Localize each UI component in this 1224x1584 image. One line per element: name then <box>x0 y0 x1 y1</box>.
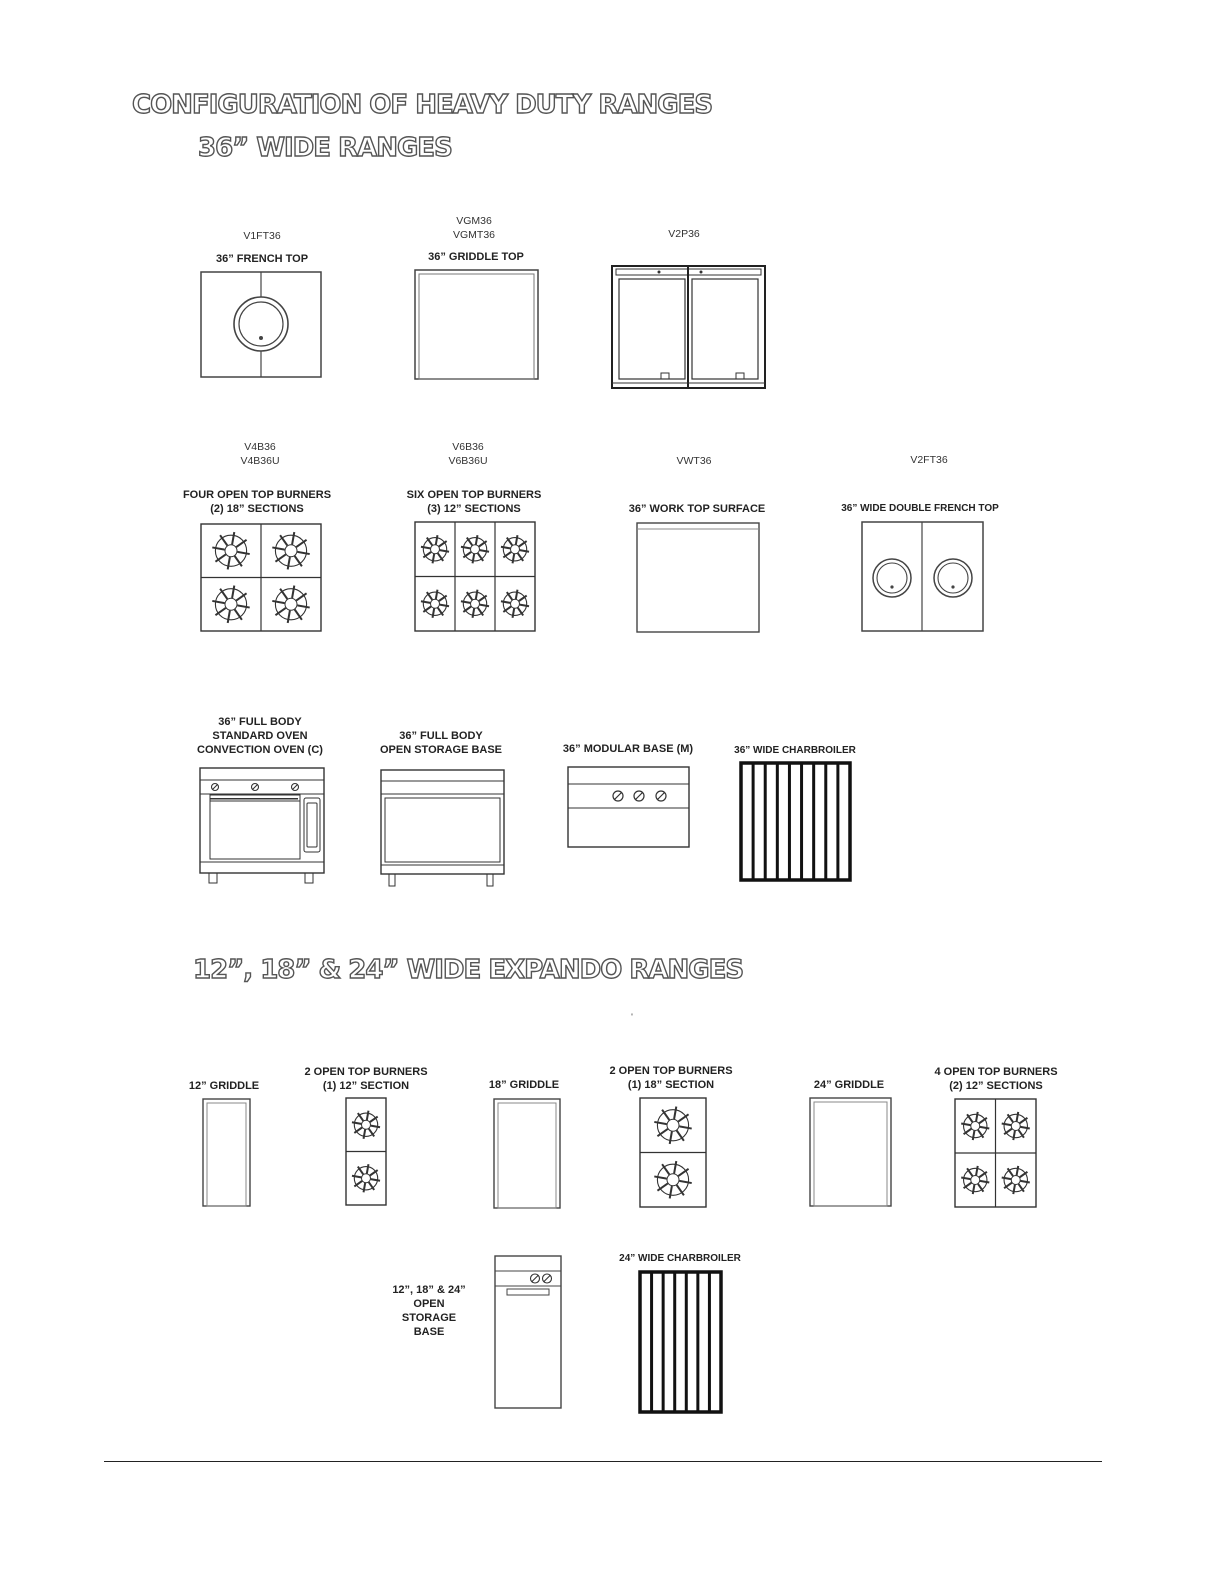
model-v6b36: V6B36 <box>452 441 484 453</box>
label-36-charbroiler: 36” WIDE CHARBROILER <box>734 745 856 756</box>
label-griddle-top: 36” GRIDDLE TOP <box>428 251 524 263</box>
griddle-18-drawing <box>493 1098 561 1209</box>
label-expando-storage-1: 12”, 18” & 24” <box>392 1284 466 1296</box>
label-12-griddle: 12” GRIDDLE <box>188 1080 260 1092</box>
label-four-burners: FOUR OPEN TOP BURNERS <box>182 489 332 501</box>
label-2-burners-12-a: 2 OPEN TOP BURNERS <box>304 1066 428 1078</box>
label-oven-3: CONVECTION OVEN (C) <box>197 744 323 756</box>
section-title-36-wide: 36” WIDE RANGES <box>198 133 452 163</box>
label-oven-2: STANDARD OVEN <box>212 730 308 742</box>
griddle-top-drawing <box>414 269 539 380</box>
label-expando-storage-2: OPEN <box>413 1298 445 1310</box>
model-v2ft36: V2FT36 <box>910 454 948 466</box>
label-18-griddle: 18” GRIDDLE <box>488 1079 560 1091</box>
six-burners-drawing <box>414 521 536 632</box>
oven-base-drawing <box>199 767 325 890</box>
model-v1ft36: V1FT36 <box>243 230 281 242</box>
label-4-burners-12-b: (2) 12” SECTIONS <box>949 1080 1043 1092</box>
burners-4-12-drawing <box>954 1098 1037 1208</box>
burners-2-18-drawing <box>639 1097 707 1208</box>
model-v4b36u: V4B36U <box>240 455 280 467</box>
label-double-french-top: 36” WIDE DOUBLE FRENCH TOP <box>841 503 999 514</box>
label-expando-storage-3: STORAGE <box>401 1312 457 1324</box>
label-six-burners: SIX OPEN TOP BURNERS <box>406 489 542 501</box>
label-24-griddle: 24” GRIDDLE <box>813 1079 885 1091</box>
label-french-top: 36” FRENCH TOP <box>215 253 309 265</box>
label-storage-1: 36” FULL BODY <box>399 730 483 742</box>
label-six-burners-sections: (3) 12” SECTIONS <box>427 503 521 515</box>
charbroiler-24-drawing <box>638 1270 723 1414</box>
open-storage-base-drawing <box>380 769 505 890</box>
page-title: CONFIGURATION OF HEAVY DUTY RANGES <box>132 90 713 120</box>
model-vgm36: VGM36 <box>456 215 492 227</box>
label-work-top: 36” WORK TOP SURFACE <box>628 503 766 515</box>
burners-2-12-drawing <box>345 1097 387 1206</box>
griddle-12-drawing <box>202 1098 251 1207</box>
label-oven-1: 36” FULL BODY <box>218 716 302 728</box>
model-vgmt36: VGMT36 <box>452 229 496 241</box>
charbroiler-36-drawing <box>739 761 852 882</box>
label-storage-2: OPEN STORAGE BASE <box>379 744 503 756</box>
label-24-charbroiler: 24” WIDE CHARBROILER <box>619 1253 741 1264</box>
label-expando-storage-4: BASE <box>413 1326 445 1338</box>
modular-base-drawing <box>567 766 690 849</box>
footer-rule <box>104 1461 1102 1462</box>
model-v4b36: V4B36 <box>244 441 276 453</box>
stray-mark: ' <box>631 1012 633 1022</box>
work-top-drawing <box>636 522 760 633</box>
label-four-burners-sections: (2) 18” SECTIONS <box>210 503 304 515</box>
label-modular-base: 36” MODULAR BASE (M) <box>562 743 694 755</box>
v2p36-drawing <box>611 265 766 390</box>
four-burners-drawing <box>200 523 322 632</box>
griddle-24-drawing <box>809 1097 892 1207</box>
label-2-burners-12-b: (1) 12” SECTION <box>322 1080 410 1092</box>
model-vwt36: VWT36 <box>676 455 712 467</box>
double-french-top-drawing <box>861 521 984 632</box>
model-v2p36: V2P36 <box>668 228 700 240</box>
model-v6b36u: V6B36U <box>448 455 488 467</box>
label-4-burners-12-a: 4 OPEN TOP BURNERS <box>934 1066 1058 1078</box>
label-2-burners-18-a: 2 OPEN TOP BURNERS <box>609 1065 733 1077</box>
french-top-drawing <box>200 271 322 378</box>
section-title-expando: 12”, 18” & 24” WIDE EXPANDO RANGES <box>193 955 744 985</box>
expando-storage-base-drawing <box>494 1255 562 1409</box>
label-2-burners-18-b: (1) 18” SECTION <box>627 1079 715 1091</box>
